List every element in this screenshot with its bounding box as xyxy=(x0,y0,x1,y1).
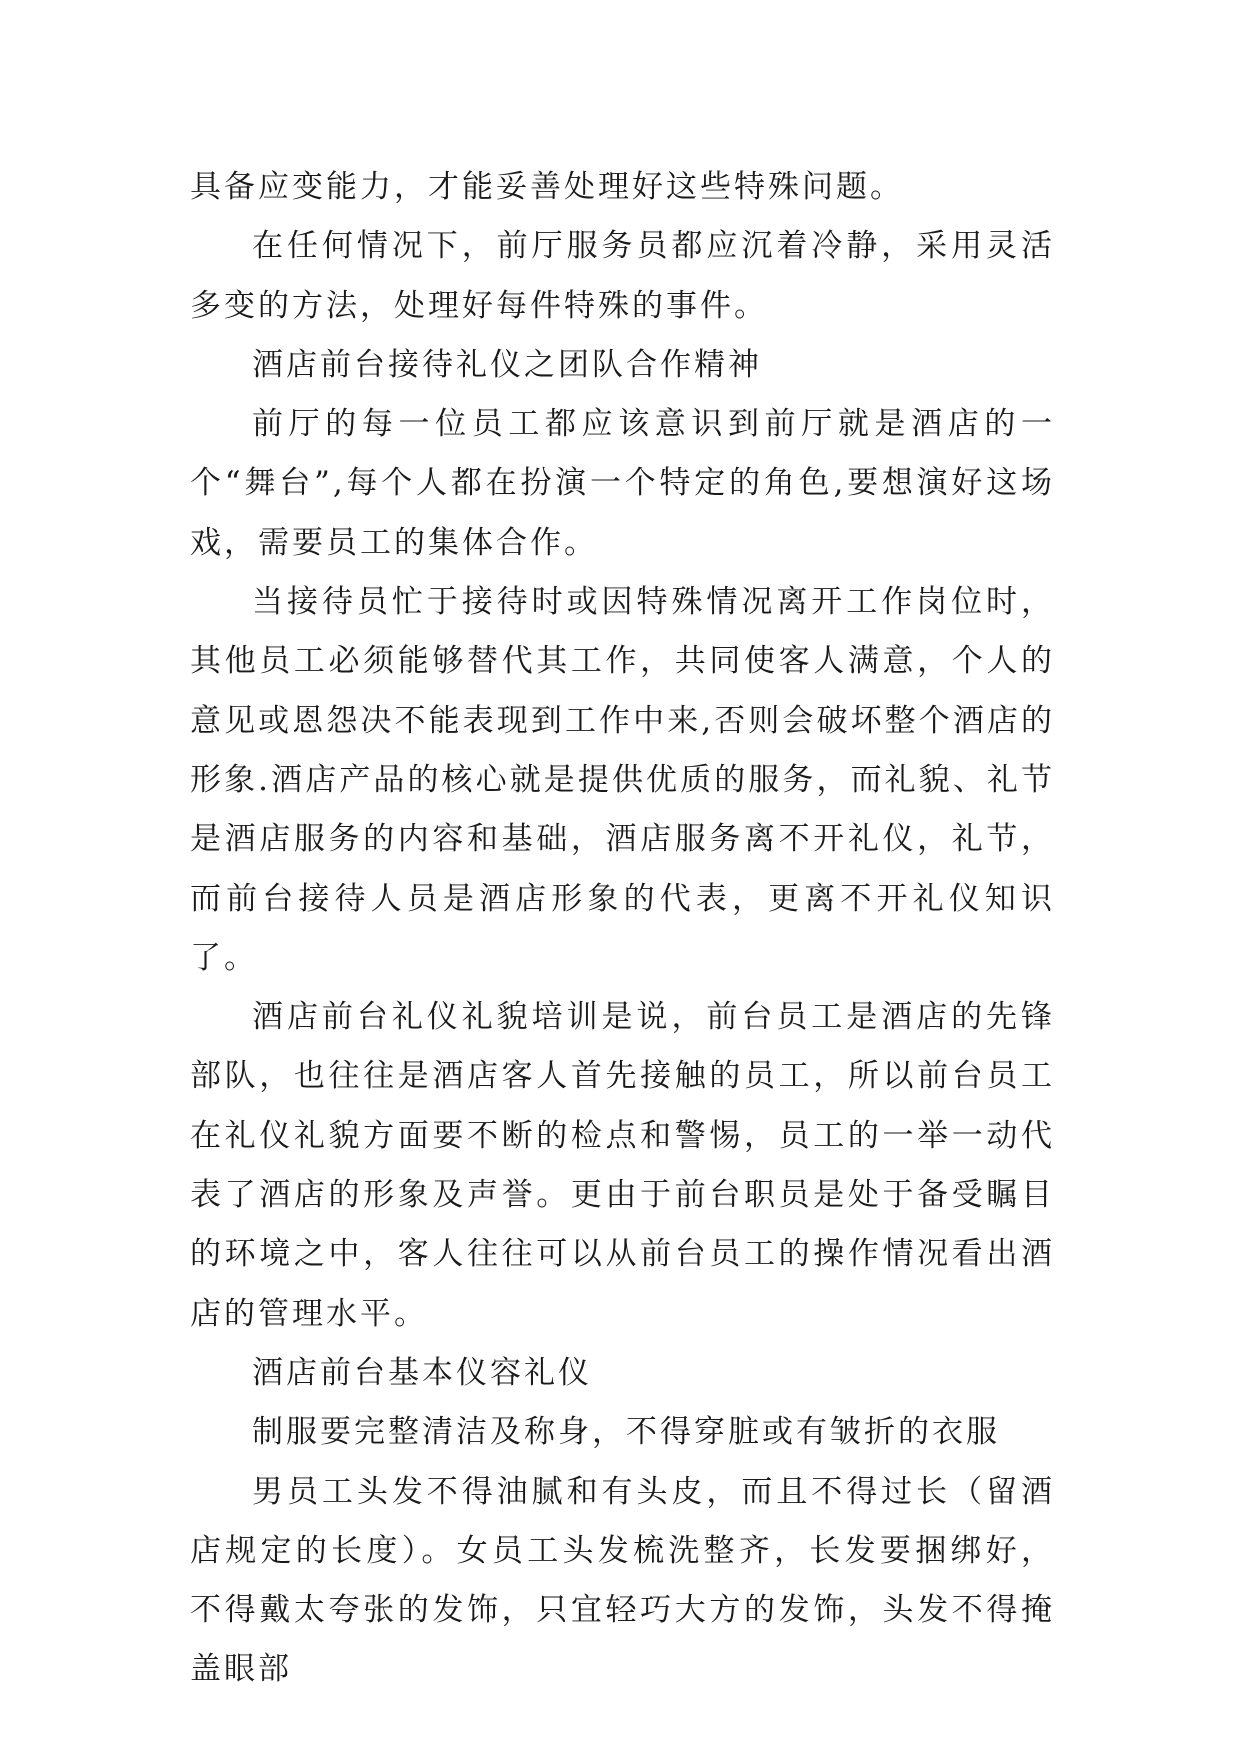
paragraph-6: 制服要完整清洁及称身，不得穿脏或有皱折的衣服 xyxy=(252,1414,1000,1451)
paragraph-1: 具备应变能力，才能妥善处理好这些特殊问题。 xyxy=(190,169,904,205)
document-body xyxy=(190,158,1055,1700)
section-heading-teamwork: 酒店前台接待礼仪之团队合作精神 xyxy=(252,346,762,383)
section-heading-appearance: 酒店前台基本仪容礼仪 xyxy=(252,1354,592,1391)
paragraph-5: 酒店前台礼仪礼貌培训是说，前台员工是酒店的先锋部队，也往往是酒店客人首先接触的员工，所以前台员工在礼仪礼貌方面要不断的检点和警惕，员工的一举一动代表了酒店的形象及声誉。更由于前台职员是处于备受瞩目的环境之中，客人往往可以从前台员工的操作情况看出酒店的管理水平。 xyxy=(190,999,1055,1332)
paragraph-3: 前厅的每一位员工都应该意识到前厅就是酒店的一个“舞台”,每个人都在扮演一个特定的角色,要想演好这场戏，需要员工的集体合作。 xyxy=(190,406,1055,561)
paragraph-4: 当接待员忙于接待时或因特殊情况离开工作岗位时，其他员工必须能够替代其工作，共同使客人满意，个人的意见或恩怨决不能表现到工作中来,否则会破坏整个酒店的形象.酒店产品的核心就是提供优质的服务，而礼貌、礼节是酒店服务的内容和基础，酒店服务离不开礼仪，礼节，而前台接待人员是酒店形象的代表，更离不开礼仪知识了。 xyxy=(190,584,1055,976)
paragraph-2: 在任何情况下，前厅服务员都应沉着冷静，采用灵活多变的方法，处理好每件特殊的事件。 xyxy=(190,228,1055,324)
paragraph-7: 男员工头发不得油腻和有头皮，而且不得过长（留酒店规定的长度）。女员工头发梳洗整齐，长发要捆绑好，不得戴太夸张的发饰，只宜轻巧大方的发饰，头发不得掩盖眼部 xyxy=(190,1473,1055,1688)
